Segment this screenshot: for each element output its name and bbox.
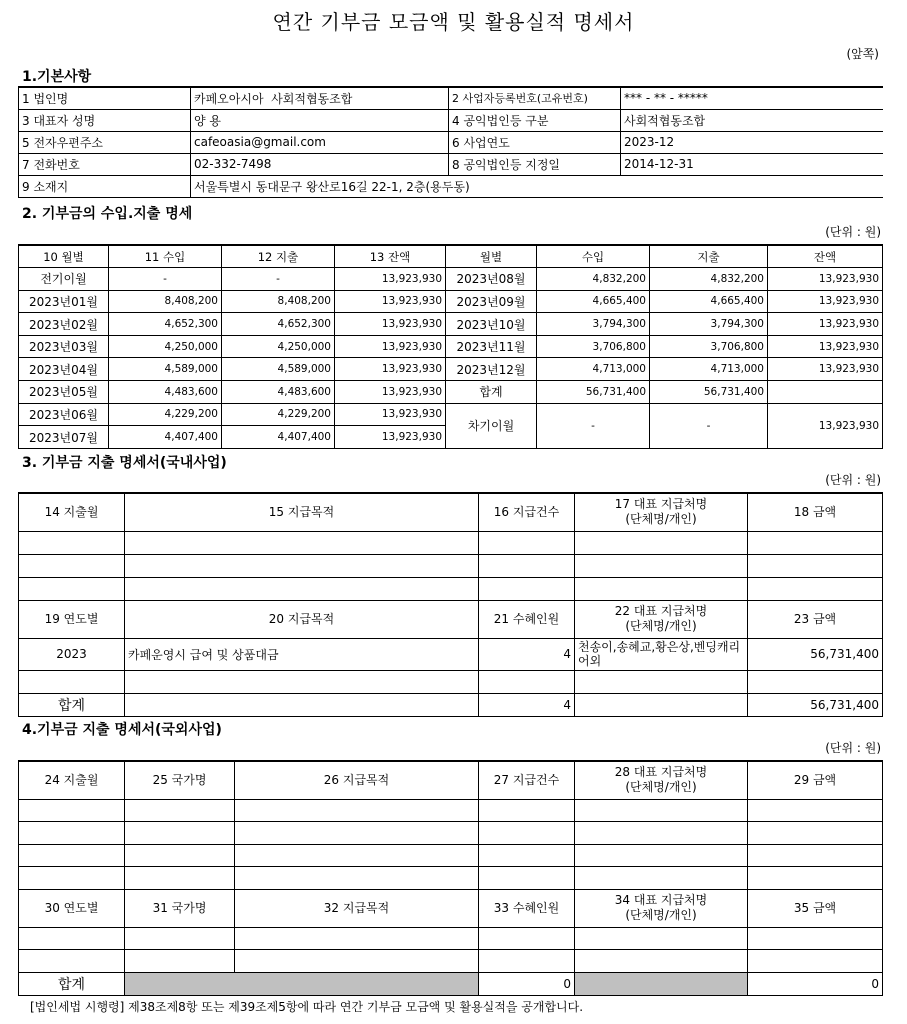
table-row — [19, 358, 883, 381]
label-org-type: 4 공익법인등 구분 — [449, 109, 621, 131]
table-cell: 4,652,300 — [222, 313, 335, 336]
table-row — [19, 313, 883, 336]
table-cell: 4,665,400 — [537, 290, 650, 313]
table-cell: 4,229,200 — [222, 403, 335, 426]
table-cell: 3,706,800 — [537, 335, 650, 358]
total-recipient — [575, 693, 748, 716]
table-cell: 4,229,200 — [109, 403, 222, 426]
table-cell: 8,408,200 — [109, 290, 222, 313]
table-cell: 3,794,300 — [537, 313, 650, 336]
table-cell: 4,483,600 — [222, 381, 335, 404]
total-label-overseas: 합계 — [19, 973, 125, 996]
h27: 27 지급건수 — [479, 761, 575, 799]
total-amount-overseas: 0 — [748, 973, 883, 996]
h28: 28 대표 지급처명 (단체명/개인) — [575, 761, 748, 799]
h23: 23 금액 — [748, 600, 883, 638]
table-cell — [768, 381, 883, 404]
table-cell: 2023년11월 — [446, 335, 537, 358]
col-header: 13 잔액 — [335, 245, 446, 268]
table-cell: 2023년09월 — [446, 290, 537, 313]
overseas-expense-table — [18, 760, 883, 996]
income-expense-table — [18, 244, 883, 449]
section-1-heading: 1.기본사항 — [22, 69, 92, 85]
table-row — [19, 381, 883, 404]
h18: 18 금액 — [748, 493, 883, 531]
basic-info-table — [18, 86, 883, 198]
value-email: cafeoasia@gmail.com — [191, 131, 449, 153]
value-org-type: 사회적협동조합 — [621, 109, 883, 131]
table-cell: 13,923,930 — [335, 268, 446, 291]
row-purpose: 카페운영시 급여 및 상품대금 — [125, 638, 479, 670]
h21: 21 수혜인원 — [479, 600, 575, 638]
domestic-expense-table — [18, 492, 883, 717]
table-row — [19, 403, 883, 426]
table-cell: 13,923,930 — [768, 335, 883, 358]
table-cell: 2023년03월 — [19, 335, 109, 358]
table-cell: 13,923,930 — [335, 313, 446, 336]
table-cell: 4,589,000 — [109, 358, 222, 381]
table-cell: 13,923,930 — [335, 381, 446, 404]
table-cell: 합계 — [446, 381, 537, 404]
col-header: 10 월별 — [19, 245, 109, 268]
section-4-heading: 4.기부금 지출 명세서(국외사업) — [22, 722, 222, 738]
table-row — [19, 638, 883, 670]
table-cell: 2023년07월 — [19, 426, 109, 449]
table-cell: 2023년08월 — [446, 268, 537, 291]
h19: 19 연도별 — [19, 600, 125, 638]
h17: 17 대표 지급처명 (단체명/개인) — [575, 493, 748, 531]
value-fiscal-year: 2023-12 — [621, 131, 883, 153]
table-cell: 2023년04월 — [19, 358, 109, 381]
table-row — [19, 335, 883, 358]
section-2-heading: 2. 기부금의 수입.지출 명세 — [22, 206, 193, 222]
table-cell: 4,250,000 — [222, 335, 335, 358]
table-cell: 전기이월 — [19, 268, 109, 291]
value-phone: 02-332-7498 — [191, 153, 449, 175]
value-address: 서울특별시 동대문구 왕산로16길 22-1, 2층(용두동) — [191, 175, 883, 197]
h25: 25 국가명 — [125, 761, 235, 799]
col-header: 월별 — [446, 245, 537, 268]
h15: 15 지급목적 — [125, 493, 479, 531]
h20: 20 지급목적 — [125, 600, 479, 638]
table-cell: 4,713,000 — [537, 358, 650, 381]
total-purpose — [125, 693, 479, 716]
table-cell: - — [109, 268, 222, 291]
table-cell: 56,731,400 — [537, 381, 650, 404]
table-cell: 2023년01월 — [19, 290, 109, 313]
table-cell: 3,794,300 — [650, 313, 768, 336]
value-representative: 양 용 — [191, 109, 449, 131]
row-amount: 56,731,400 — [748, 638, 883, 670]
h33: 33 수혜인원 — [479, 889, 575, 927]
table-cell: 13,923,930 — [335, 335, 446, 358]
table-cell: 13,923,930 — [768, 358, 883, 381]
row-year: 2023 — [19, 638, 125, 670]
table-cell: 2023년02월 — [19, 313, 109, 336]
row-recipient: 천송이,송혜교,황은상,벤딩캐리어외 — [575, 638, 748, 670]
label-corp-name: 1 법인명 — [19, 87, 191, 109]
table-cell: 4,713,000 — [650, 358, 768, 381]
section-3-heading: 3. 기부금 지출 명세서(국내사업) — [22, 455, 227, 471]
h32: 32 지급목적 — [235, 889, 479, 927]
h22: 22 대표 지급처명 (단체명/개인) — [575, 600, 748, 638]
col-header: 지출 — [650, 245, 768, 268]
col-header: 수입 — [537, 245, 650, 268]
table-cell: 4,832,200 — [650, 268, 768, 291]
value-corp-name: 카페오아시아 사회적협동조합 — [191, 87, 449, 109]
table-cell: 4,832,200 — [537, 268, 650, 291]
table-cell: - — [222, 268, 335, 291]
table-cell: 56,731,400 — [650, 381, 768, 404]
table-cell: 13,923,930 — [335, 290, 446, 313]
section-2-unit: (단위 : 원) — [825, 225, 881, 239]
col-header: 11 수입 — [109, 245, 222, 268]
row-count: 4 — [479, 638, 575, 670]
label-fiscal-year: 6 사업연도 — [449, 131, 621, 153]
table-cell: 8,408,200 — [222, 290, 335, 313]
label-business-number: 2 사업자등록번호(고유번호) — [449, 87, 621, 109]
table-cell: 4,652,300 — [109, 313, 222, 336]
table-cell: 13,923,930 — [335, 426, 446, 449]
table-cell: - — [650, 403, 768, 448]
h29: 29 금액 — [748, 761, 883, 799]
table-cell: 4,407,400 — [109, 426, 222, 449]
table-cell: 2023년05월 — [19, 381, 109, 404]
label-address: 9 소재지 — [19, 175, 191, 197]
h16: 16 지급건수 — [479, 493, 575, 531]
table-cell: 13,923,930 — [768, 313, 883, 336]
h34: 34 대표 지급처명 (단체명/개인) — [575, 889, 748, 927]
h31: 31 국가명 — [125, 889, 235, 927]
table-cell: 4,407,400 — [222, 426, 335, 449]
table-cell: 3,706,800 — [650, 335, 768, 358]
table-cell: 4,483,600 — [109, 381, 222, 404]
side-label: (앞쪽) — [846, 47, 879, 61]
h35: 35 금액 — [748, 889, 883, 927]
table-cell: 13,923,930 — [768, 403, 883, 448]
table-cell: 4,665,400 — [650, 290, 768, 313]
table-cell: - — [537, 403, 650, 448]
table-cell: 2023년12월 — [446, 358, 537, 381]
total-label: 합계 — [19, 693, 125, 716]
section-3-unit: (단위 : 원) — [825, 473, 881, 487]
value-designation-date: 2014-12-31 — [621, 153, 883, 175]
h26: 26 지급목적 — [235, 761, 479, 799]
document-title: 연간 기부금 모금액 및 활용실적 명세서 — [272, 10, 635, 34]
table-cell: 13,923,930 — [768, 290, 883, 313]
table-cell: 4,589,000 — [222, 358, 335, 381]
table-cell: 13,923,930 — [768, 268, 883, 291]
table-cell: 차기이월 — [446, 403, 537, 448]
table-cell: 4,250,000 — [109, 335, 222, 358]
label-designation-date: 8 공익법인등 지정일 — [449, 153, 621, 175]
label-representative: 3 대표자 성명 — [19, 109, 191, 131]
table-cell: 13,923,930 — [335, 358, 446, 381]
table-cell: 13,923,930 — [335, 403, 446, 426]
table-row — [19, 268, 883, 291]
total-amount: 56,731,400 — [748, 693, 883, 716]
label-email: 5 전자우편주소 — [19, 131, 191, 153]
h30: 30 연도별 — [19, 889, 125, 927]
table-row — [19, 290, 883, 313]
section-4-unit: (단위 : 원) — [825, 741, 881, 755]
h24: 24 지출월 — [19, 761, 125, 799]
col-header: 잔액 — [768, 245, 883, 268]
total-count-overseas: 0 — [479, 973, 575, 996]
table-cell: 2023년10월 — [446, 313, 537, 336]
footer-note: [법인세법 시행령] 제38조제8항 또는 제39조제5항에 따라 연간 기부금 모금액 및 활용실적을 공개합니다. — [30, 1000, 584, 1014]
value-business-number: *** - ** - ***** — [621, 87, 883, 109]
label-phone: 7 전화번호 — [19, 153, 191, 175]
table-cell: 2023년06월 — [19, 403, 109, 426]
h14: 14 지출월 — [19, 493, 125, 531]
total-count: 4 — [479, 693, 575, 716]
col-header: 12 지출 — [222, 245, 335, 268]
